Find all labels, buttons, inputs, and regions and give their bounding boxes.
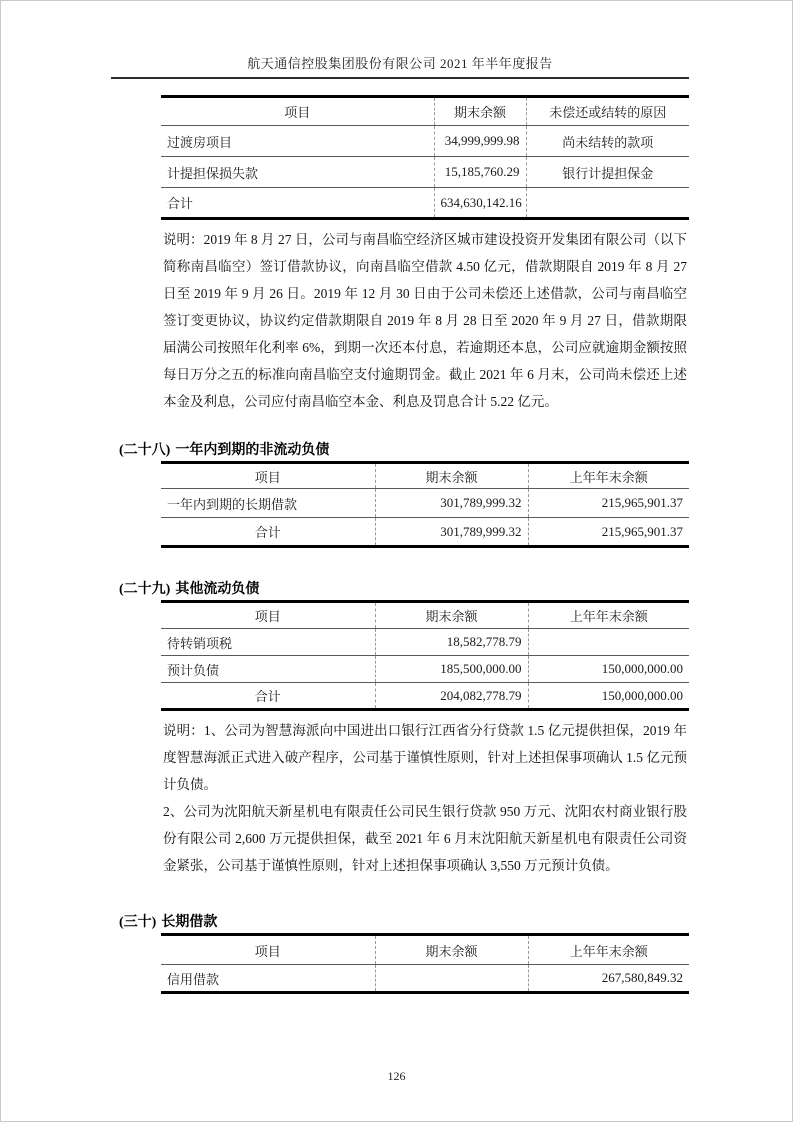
column-header: 期末余额	[434, 97, 526, 126]
column-header: 项目	[161, 463, 375, 489]
note-paragraph: 说明：1、公司为智慧海派向中国进出口银行江西省分行贷款 1.5 亿元提供担保，2019 年度智慧海派正式进入破产程序，公司基于谨慎性原则，针对上述担保事项确认 1.5 亿元预计负债。	[163, 723, 687, 792]
table-cell: 15,185,760.29	[434, 157, 526, 188]
noncurrent-liabilities-due-table	[161, 461, 689, 548]
table-row	[161, 629, 689, 656]
table-header-row	[161, 602, 689, 629]
column-header: 项目	[161, 97, 434, 126]
table-cell: 待转销项税	[161, 629, 375, 656]
overdue-balance-table	[161, 95, 689, 220]
table-cell: 267,580,849.32	[528, 965, 689, 993]
table-row	[161, 656, 689, 683]
document-header-title: 航天通信控股集团股份有限公司 2021 年半年度报告	[247, 56, 553, 71]
table-cell: 215,965,901.37	[528, 489, 689, 518]
table-cell: 合计	[167, 196, 194, 211]
table-row	[161, 157, 689, 188]
section-number: (三十)	[119, 915, 157, 930]
header-divider	[111, 77, 689, 79]
table-header-row	[161, 935, 689, 965]
table-cell: 185,500,000.00	[375, 656, 528, 683]
table-cell: 合计	[254, 525, 281, 540]
section-number: (二十九)	[119, 582, 171, 597]
section-heading-29	[119, 578, 689, 598]
table-cell: 34,999,999.98	[434, 126, 526, 157]
note-paragraph: 2、公司为沈阳航天新星机电有限责任公司民生银行贷款 950 万元、沈阳农村商业银行股份有限公司 2,600 万元提供担保，截至 2021 年 6 月末沈阳航天新星机电有限责任公司资金紧张，公司基于谨慎性原则，针对上述担保事项确认 3,550 万元预计负债。	[163, 804, 687, 873]
column-header: 未偿还或结转的原因	[526, 97, 689, 126]
table-row	[161, 489, 689, 518]
table-cell: 预计负债	[161, 656, 375, 683]
section-heading-30	[119, 911, 689, 931]
column-header: 期末余额	[375, 463, 528, 489]
table-cell: 银行计提担保金	[526, 157, 689, 188]
column-header: 项目	[161, 602, 375, 629]
section-title: 其他流动负债	[175, 582, 260, 597]
section-title: 一年内到期的非流动负债	[175, 443, 330, 458]
table-cell: 301,789,999.32	[375, 489, 528, 518]
table-cell: 18,582,778.79	[375, 629, 528, 656]
section-title: 长期借款	[161, 915, 218, 930]
column-header: 上年年末余额	[528, 463, 689, 489]
page-content	[111, 1, 689, 994]
section-heading-28	[119, 439, 689, 459]
table-cell: 215,965,901.37	[528, 518, 689, 547]
table-cell	[528, 629, 689, 656]
table-total-row	[161, 518, 689, 547]
table-row	[161, 965, 689, 993]
table-cell	[375, 965, 528, 993]
column-header: 期末余额	[375, 602, 528, 629]
table-cell: 一年内到期的长期借款	[161, 489, 375, 518]
column-header: 项目	[161, 935, 375, 965]
column-header: 上年年末余额	[528, 602, 689, 629]
note-paragraph: 说明：2019 年 8 月 27 日，公司与南昌临空经济区城市建设投资开发集团有限公司（以下简称南昌临空）签订借款协议，向南昌临空借款 4.50 亿元，借款期限自 2019 年 8 月 27 日至 2019 年 9 月 26 日。2019 年 12 月 30 日由于公司未偿还上述借款，公司与南昌临空签订变更协议，协议约定借款期限自 2019 年 8 月 28 日至 2020 年 9 月 27 日，借款期限届满公司按照年化利率 6%，到期一次还本付息，若逾期还本息，公司应就逾期金额按照每日万分之五的标准向南昌临空支付逾期罚金。截止 2021 年 6 月末，公司尚未偿还上述本金及利息，公司应付南昌临空本金、利息及罚息合计 5.22 亿元。	[163, 232, 687, 409]
table-row	[161, 126, 689, 157]
table-header-row	[161, 463, 689, 489]
table-cell	[526, 188, 689, 219]
section-number: (二十八)	[119, 443, 171, 458]
table-cell: 634,630,142.16	[434, 188, 526, 219]
other-current-liabilities-table	[161, 600, 689, 711]
table-cell: 301,789,999.32	[375, 518, 528, 547]
table-total-row	[161, 188, 689, 219]
column-header: 期末余额	[375, 935, 528, 965]
long-term-loans-table	[161, 933, 689, 994]
table-cell: 150,000,000.00	[528, 683, 689, 710]
table-cell: 尚未结转的款项	[526, 126, 689, 157]
table-cell: 150,000,000.00	[528, 656, 689, 683]
table-total-row	[161, 683, 689, 710]
column-header: 上年年末余额	[528, 935, 689, 965]
table-cell: 过渡房项目	[161, 126, 434, 157]
table-cell: 信用借款	[167, 971, 220, 987]
table-cell: 合计	[254, 689, 281, 704]
table-header-row	[161, 97, 689, 126]
table-cell: 计提担保损失款	[161, 157, 434, 188]
page-number: 126	[387, 1069, 406, 1083]
table-cell: 204,082,778.79	[375, 683, 528, 710]
